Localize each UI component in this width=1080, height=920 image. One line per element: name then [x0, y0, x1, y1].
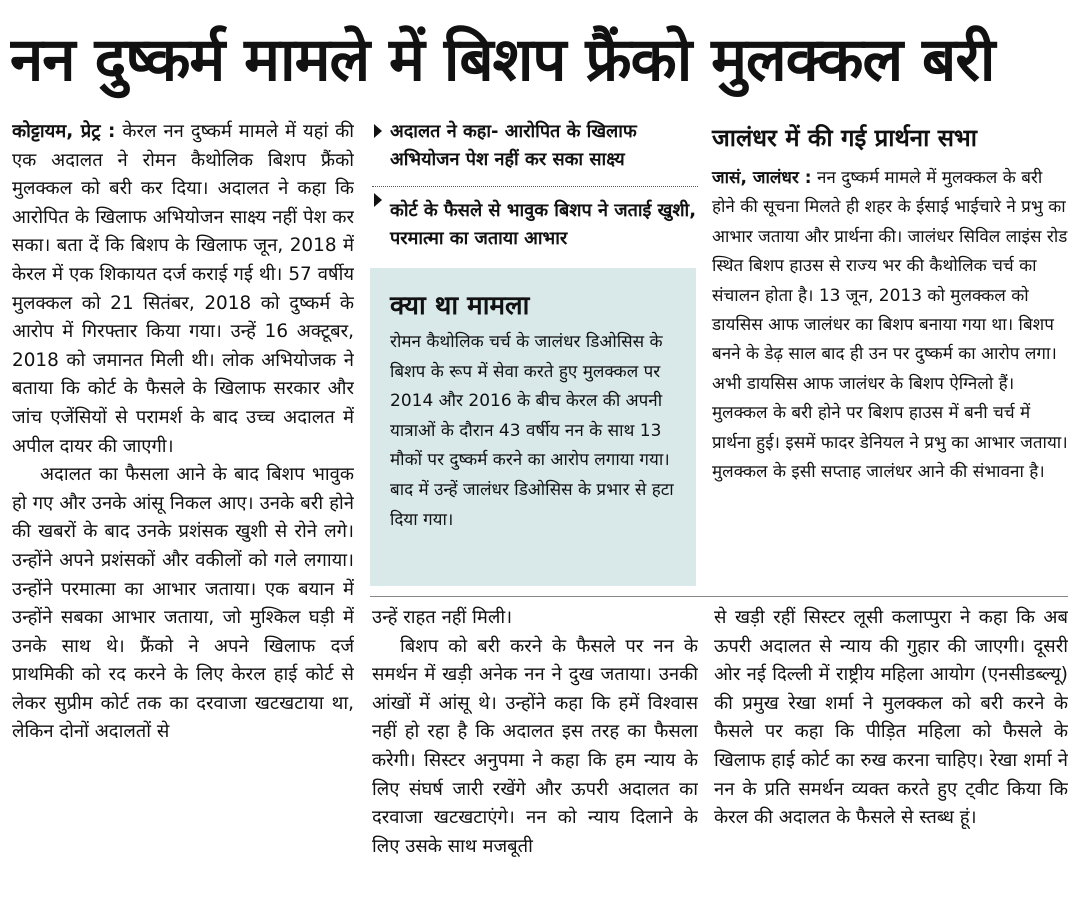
box-body: रोमन कैथोलिक चर्च के जालंधर डिओसिस के बिशप के रूप में सेवा करते हुए मुलक्कल पर 2014 और 2016 के बीच केरल की अपनी यात्राओं के दौरान 43 वर्षीय नन के साथ 13 मौकों पर दुष्कर्म करने का आरोप लगाया गया। बाद में उन्हें जालंधर डिओसिस के प्रभार से हटा दिया गया।	[390, 332, 674, 530]
story-paragraph-4: बिशप को बरी करने के फैसले पर नन के समर्थन में खड़ी अनेक नन ने दुख जताया। उनकी आंखों में आंसू थे। उन्होंने कहा कि हमें विश्वास नहीं हो रहा है कि अदालत इस तरह का फैसला करेगी। सिस्टर अनुपमा ने कहा कि हम न्याय के लिए संघर्ष जारी रखेंगे और ऊपरी अदालत का दरवाजा खटखटाएंगे। नन को न्याय दिलाने के लिए उसके साथ मजबूती	[372, 635, 698, 857]
story-paragraph-1-text: केरल नन दुष्कर्म मामले में यहां की एक अदालत ने रोमन कैथोलिक बिशप फ्रैंको मुलक्कल को बरी कर दिया। अदालत ने कहा कि आरोपित के खिलाफ अभियोजन साक्ष्य नहीं पेश कर सका। बता दें कि बिशप के खिलाफ जून, 2018 में केरल में एक शिकायत दर्ज कराई गई थी। 57 वर्षीय मुलक्कल को 21 सितंबर, 2018 को दुष्कर्म के आरोप में गिरफ्तार किया गया। उन्हें 16 अक्टूबर, 2018 को जमानत मिली थी। लोक अभियोजक ने बताया कि कोर्ट के फैसले के खिलाफ सरकार और जांच एजेंसियों से परामर्श के बाद उच्च अदालत में अपील दायर की जाएगी।	[12, 121, 354, 457]
highlights-list	[372, 118, 698, 253]
story-dateline: कोट्टायम, प्रेट्र :	[12, 121, 116, 142]
highlight-text: अदालत ने कहा- आरोपित के खिलाफ अभियोजन पेश नहीं कर सका साक्ष्य	[390, 121, 637, 170]
highlight-text: कोर्ट के फैसले से भावुक बिशप ने जताई खुशी, परमात्मा का जताया आभार	[390, 200, 697, 249]
sidebar-body-text: नन दुष्कर्म मामले में मुलक्कल के बरी होने की सूचना मिलते ही शहर के ईसाई भाईचारे ने प्रभु का आभार जताया और प्रार्थना की। जालंधर सिविल लाइंस रोड स्थित बिशप हाउस से राज्य भर की कैथोलिक चर्च का संचालन होता है। 13 जून, 2013 को मुलक्कल को डायसिस आफ जालंधर का बिशप बनाया गया था। बिशप बनने के डेढ़ साल बाद ही उन पर दुष्कर्म का आरोप लगा। अभी डायसिस आफ जालंधर के बिशप ऐग्निलो हैं। मुलक्कल के बरी होने पर बिशप हाउस में बनी चर्च में प्रार्थना हुई। इसमें फादर डेनियल ने प्रभु का आभार जताया। मुलक्कल के इसी सप्ताह जालंधर आने की संभावना है।	[712, 168, 1068, 483]
highlight-item	[372, 118, 698, 174]
story-column-3	[714, 604, 1068, 914]
divider-rule	[370, 596, 1068, 597]
story-column-2	[372, 604, 698, 914]
story-paragraph-5: से खड़ी रहीं सिस्टर लूसी कलाप्पुरा ने कहा कि अब ऊपरी अदालत से न्याय की गुहार की जाएगी। दूसरी ओर नई दिल्ली में राष्ट्रीय महिला आयोग (एनसीडब्ल्यू) की प्रमुख रेखा शर्मा ने मुलक्कल को बरी करने के फैसले पर कहा कि पीड़ित महिला को फैसले के खिलाफ हाई कोर्ट का रुख करना चाहिए। रेखा शर्मा ने नन के प्रति समर्थन व्यक्त करते हुए ट्वीट किया कि केरल की अदालत के फैसले से स्तब्ध हूं।	[714, 607, 1068, 829]
background-box	[370, 268, 696, 586]
triangle-bullet-icon	[374, 124, 382, 138]
sidebar-body	[712, 164, 1068, 487]
box-title: क्या था मामला	[390, 291, 530, 321]
sidebar-dateline: जासं, जालंधर :	[712, 168, 812, 188]
sidebar-title: जालंधर में की गई प्रार्थना सभा	[712, 124, 978, 152]
sidebar-story	[712, 118, 1068, 590]
story-paragraph-1	[12, 118, 354, 461]
headline: नन दुष्कर्म मामले में बिशप फ्रैंको मुलक्कल बरी	[10, 25, 995, 95]
highlight-item	[372, 186, 698, 253]
story-paragraph-2: अदालत का फैसला आने के बाद बिशप भावुक हो गए और उनके आंसू निकल आए। उनके बरी होने की खबरों के बाद उनके प्रशंसक खुशी से रोने लगे। उन्होंने अपने प्रशंसकों और वकीलों को गले लगाया। उन्होंने परमात्मा का आभार जताया। एक बयान में उन्होंने सबका आभार जताया, जो मुश्किल घड़ी में उनके साथ थे। फ्रैंको ने अपने खिलाफ दर्ज प्राथमिकी को रद करने के लिए केरल हाई कोर्ट से लेकर सुप्रीम कोर्ट तक का दरवाजा खटखटाया था, लेकिन दोनों अदालतों से	[12, 464, 354, 743]
story-paragraph-3: उन्हें राहत नहीं मिली।	[372, 607, 513, 628]
story-column-1	[12, 118, 354, 914]
triangle-bullet-icon	[374, 193, 382, 207]
